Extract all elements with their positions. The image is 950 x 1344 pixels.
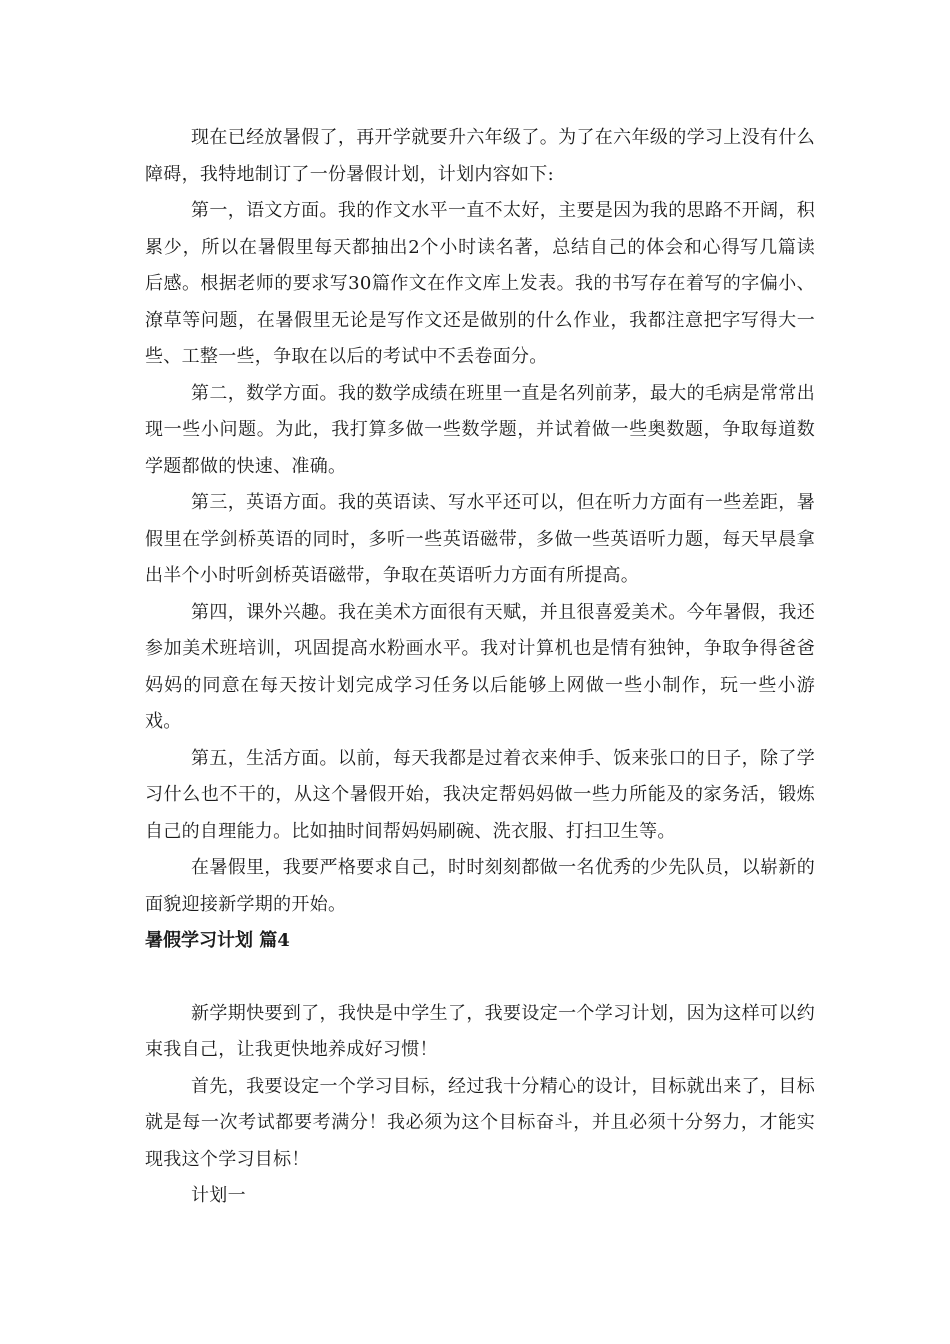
- paragraph-hobbies: 第四，课外兴趣。我在美术方面很有天赋，并且很喜爱美术。今年暑假，我还参加美术班培训，巩固提高水粉画水平。我对计算机也是情有独钟，争取争得爸爸妈妈的同意在每天按计划完成学习任务以后能够上网做一些小制作，玩一些小游戏。: [145, 601, 815, 732]
- spacer: [145, 960, 815, 996]
- document-body: [145, 120, 815, 1215]
- paragraph-goal: 首先，我要设定一个学习目标，经过我十分精心的设计，目标就出来了，目标就是每一次考试都要考满分！我必须为这个目标奋斗，并且必须十分努力，才能实现我这个学习目标！: [145, 1075, 815, 1170]
- paragraph-english: 第三，英语方面。我的英语读、写水平还可以，但在听力方面有一些差距，暑假里在学剑桥英语的同时，多听一些英语磁带，多做一些英语听力题，每天早晨拿出半个小时听剑桥英语磁带，争取在英语听力方面有所提高。: [145, 492, 815, 586]
- paragraph-conclusion: 在暑假里，我要严格要求自己，时时刻刻都做一名优秀的少先队员，以崭新的面貌迎接新学期的开始。: [145, 857, 815, 915]
- paragraph-chinese: 第一，语文方面。我的作文水平一直不太好，主要是因为我的思路不开阔，积累少，所以在暑假里每天都抽出2个小时读名著，总结自己的体会和心得写几篇读后感。根据老师的要求写30篇作文在作文库上发表。我的书写存在着写的字偏小、潦草等问题，在暑假里无论是写作文还是做别的什么作业，我都注意把字写得大一些、工整一些，争取在以后的考试中不丢卷面分。: [145, 200, 815, 367]
- paragraph-life: 第五，生活方面。以前，每天我都是过着衣来伸手、饭来张口的日子，除了学习什么也不干的，从这个暑假开始，我决定帮妈妈做一些力所能及的家务活，锻炼自己的自理能力。比如抽时间帮妈妈刷碗、洗衣服、打扫卫生等。: [145, 747, 815, 842]
- paragraph-plan-one: 计划一: [191, 1185, 246, 1206]
- paragraph-math: 第二，数学方面。我的数学成绩在班里一直是名列前茅，最大的毛病是常常出现一些小问题。为此，我打算多做一些数学题，并试着做一些奥数题，争取每道数学题都做的快速、准确。: [145, 382, 815, 477]
- section-heading: 暑假学习计划 篇4: [145, 930, 290, 951]
- paragraph-new-term: 新学期快要到了，我快是中学生了，我要设定一个学习计划，因为这样可以约束我自己，让我更快地养成好习惯！: [145, 1002, 815, 1060]
- paragraph-intro: 现在已经放暑假了，再开学就要升六年级了。为了在六年级的学习上没有什么障碍，我特地制订了一份暑假计划，计划内容如下:: [145, 127, 815, 185]
